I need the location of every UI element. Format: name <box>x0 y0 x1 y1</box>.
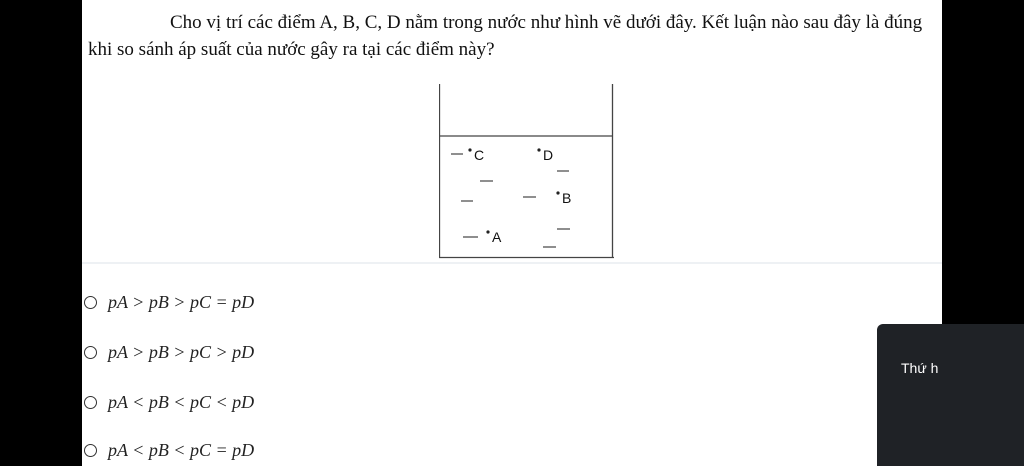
option-3-label: pA < pB < pC < pD <box>108 391 255 412</box>
question-panel <box>82 0 942 466</box>
point-d-dot <box>537 148 540 151</box>
side-panel-label: Thứ h <box>901 360 939 376</box>
point-d-label: D <box>543 147 554 163</box>
divider <box>82 262 942 264</box>
option-4-label: pA < pB < pC = pD <box>108 439 255 460</box>
option-2-label: pA > pB > pC > pD <box>108 341 255 362</box>
point-b-label: B <box>562 190 572 206</box>
option-4-radio[interactable] <box>84 444 97 457</box>
water-container-figure <box>439 84 614 260</box>
option-3-radio[interactable] <box>84 396 97 409</box>
point-b-dot <box>556 191 559 194</box>
side-panel[interactable] <box>877 324 1024 466</box>
option-1-label: pA > pB > pC = pD <box>108 291 255 312</box>
point-c-label: C <box>474 147 485 163</box>
point-a-dot <box>486 230 489 233</box>
question-text: Cho vị trí các điểm A, B, C, D nằm trong nước như hình vẽ dưới đây. Kết luận nào sau đây là đúng khi so sánh áp suất của nước gây ra tại các điểm này? <box>88 12 923 60</box>
point-a-label: A <box>492 229 502 245</box>
option-1-radio[interactable] <box>84 296 97 309</box>
point-c-dot <box>468 148 471 151</box>
option-2-radio[interactable] <box>84 346 97 359</box>
